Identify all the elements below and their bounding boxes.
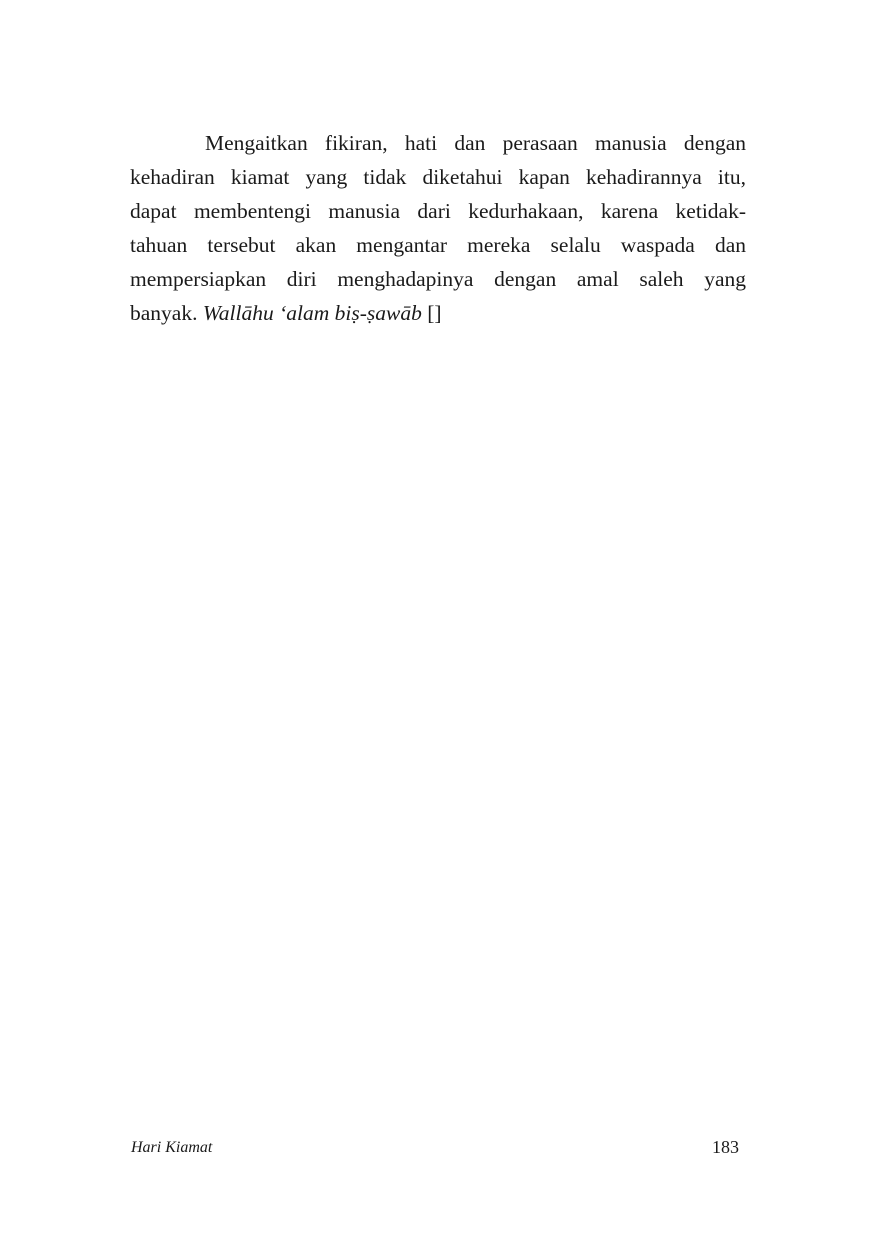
paragraph-line: dapat membentengi manusia dari kedurhakaan, karena ketidak- xyxy=(130,199,746,223)
paragraph-line: tahuan tersebut akan mengantar mereka selalu waspada dan xyxy=(130,233,746,257)
paragraph-line: mempersiapkan diri menghadapinya dengan amal saleh yang xyxy=(130,267,746,291)
paragraph-last-line-text: banyak. xyxy=(130,301,198,325)
closing-phrase: Wallāhu ‘alam biṣ-ṣawāb xyxy=(202,301,422,325)
running-footer-title: Hari Kiamat xyxy=(131,1139,213,1156)
body-paragraph xyxy=(130,126,746,330)
paragraph-line: kehadiran kiamat yang tidak diketahui kapan kehadirannya itu, xyxy=(130,165,746,189)
end-mark: [] xyxy=(427,301,442,325)
paragraph-line: Mengaitkan fikiran, hati dan perasaan manusia dengan xyxy=(205,131,746,155)
page-number: 183 xyxy=(712,1137,739,1157)
paragraph-last-line xyxy=(130,296,746,330)
